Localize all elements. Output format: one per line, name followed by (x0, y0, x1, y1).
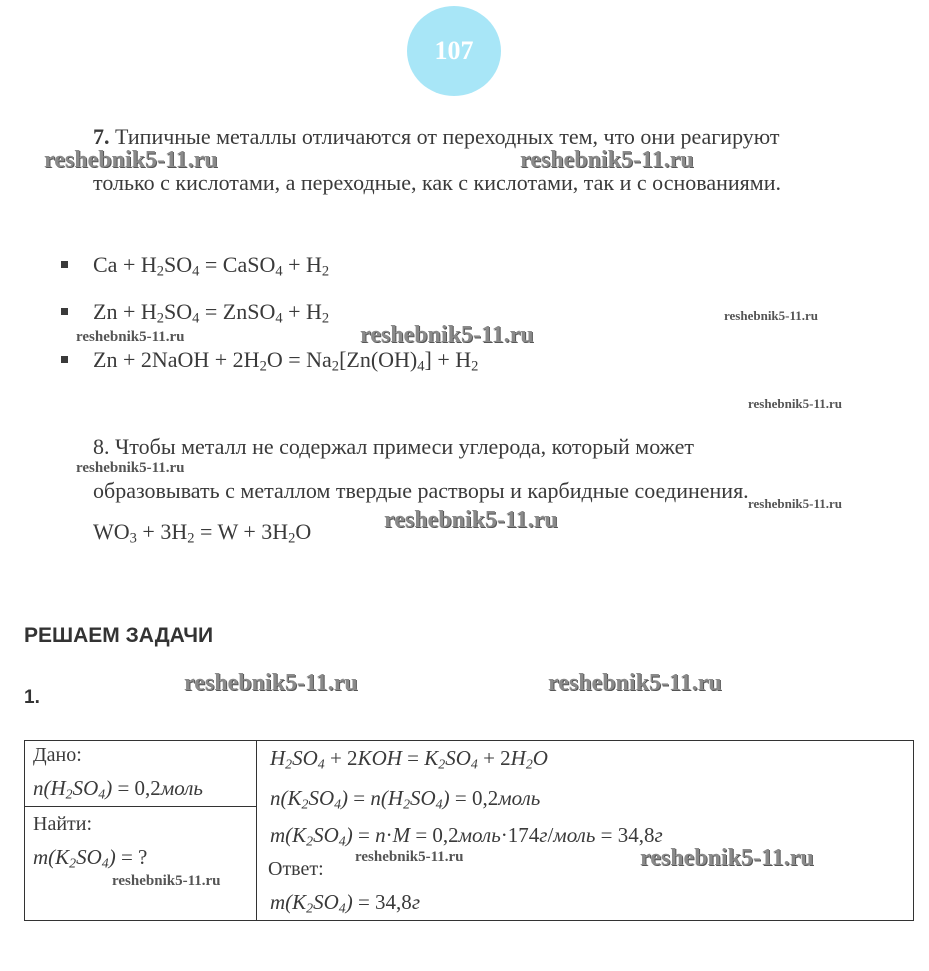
watermark: reshebnik5-11.ru (640, 845, 814, 871)
bullet-marker (61, 308, 68, 315)
table-divider (24, 806, 257, 807)
solution-line-3: $m(K_2SO_4) = n\cdot M$ = 0,2моль·174г/моль = 34,8г (270, 823, 663, 849)
task8-equation: $WO_3 + 3H_2 = W + 3H_2O$ (93, 519, 312, 547)
watermark: reshebnik5-11.ru (548, 670, 722, 696)
equation-1: $Ca + H_2SO_4$ = CaSO$_4$ + $H_2$ (93, 252, 330, 280)
watermark: reshebnik5-11.ru (520, 147, 694, 173)
task7-line1-text: Типичные металлы отличаются от переходных тем, что они реагируют (115, 124, 780, 149)
equation-3: Zn + 2NaOH + $2H_2O = Na_2[Zn(OH)_4] + H_2$ (93, 347, 479, 375)
page-number-badge (407, 6, 501, 96)
answer-value: $m(K_2SO_4) = 34,8г$ (270, 890, 421, 916)
solution-line-1: $H_2SO_4 + 2KOH = K_2SO_4 + 2H_2O$ (270, 746, 548, 772)
watermark: reshebnik5-11.ru (112, 873, 221, 889)
bullet-marker (61, 356, 68, 363)
watermark: reshebnik5-11.ru (44, 147, 218, 173)
watermark: reshebnik5-11.ru (360, 322, 534, 348)
watermark: reshebnik5-11.ru (76, 329, 185, 345)
find-label: Найти: (33, 813, 93, 835)
equation-2: $Zn + H_2SO_4$ = ZnSO$_4$ + $H_2$ (93, 299, 330, 327)
watermark: reshebnik5-11.ru (748, 396, 843, 411)
answer-label: Ответ: (268, 858, 324, 880)
given-label: Дано: (33, 744, 82, 766)
bullet-marker (61, 261, 68, 268)
table-divider (256, 740, 257, 921)
problem-number: 1. (24, 687, 40, 708)
watermark: reshebnik5-11.ru (184, 670, 358, 696)
watermark: reshebnik5-11.ru (355, 849, 464, 865)
task8-line2: образовывать с металлом твердые растворы и карбидные соединения. (93, 478, 749, 503)
watermark: reshebnik5-11.ru (748, 496, 843, 511)
watermark: reshebnik5-11.ru (384, 507, 558, 533)
task7-number: 7. (93, 124, 110, 149)
task8-line1: 8. Чтобы металл не содержал примеси углерода, который может (93, 434, 694, 459)
find-value: $m(K_2SO_4)$ = ? (33, 845, 148, 871)
solution-line-2: $n(K_2SO_4) = n(H_2SO_4)$ = 0,2моль (270, 786, 541, 812)
watermark: reshebnik5-11.ru (724, 308, 819, 323)
given-value: $n(H_2SO_4)$ = 0,2моль (33, 776, 203, 802)
section-heading: РЕШАЕМ ЗАДАЧИ (24, 624, 214, 647)
watermark: reshebnik5-11.ru (76, 460, 185, 476)
task7-line2: только с кислотами, а переходные, как с кислотами, так и с основаниями. (93, 170, 781, 195)
page-number: 107 (434, 36, 474, 65)
